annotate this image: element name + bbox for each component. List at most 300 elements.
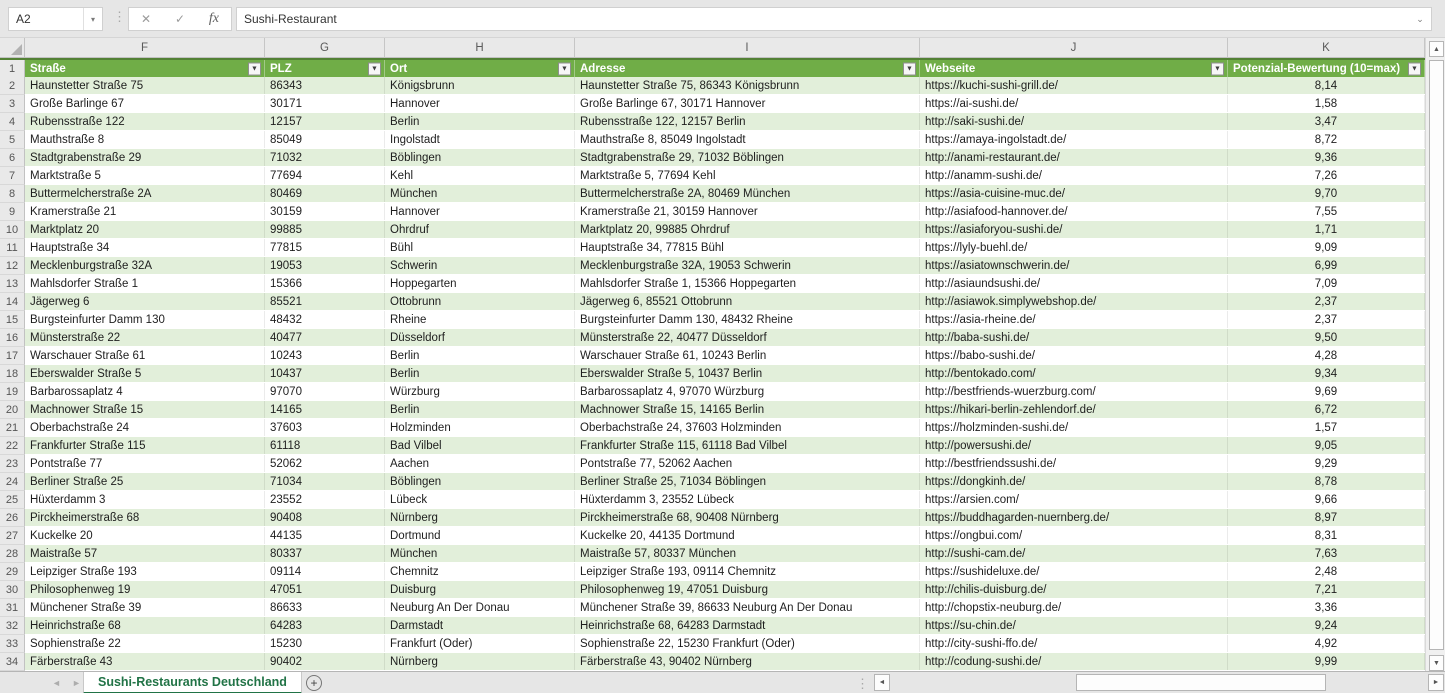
cell-adresse[interactable]: Kramerstraße 21, 30159 Hannover: [575, 203, 920, 220]
cell-webseite[interactable]: http://codung-sushi.de/: [920, 653, 1228, 670]
name-box[interactable]: [8, 7, 103, 31]
add-sheet-button[interactable]: +: [306, 675, 322, 691]
cell-plz[interactable]: 37603: [265, 419, 385, 436]
insert-function-icon[interactable]: fx: [208, 11, 220, 26]
cell-ort[interactable]: Dortmund: [385, 527, 575, 544]
row-header[interactable]: 31: [0, 599, 25, 617]
cell-strasse[interactable]: Haunstetter Straße 75: [25, 77, 265, 94]
header-label: Straße: [30, 62, 66, 75]
row-header[interactable]: 23: [0, 455, 25, 473]
cell-strasse[interactable]: Kramerstraße 21: [25, 203, 265, 220]
header-cell-plz[interactable]: [265, 60, 385, 77]
cell-ort[interactable]: Bad Vilbel: [385, 437, 575, 454]
row-header[interactable]: 34: [0, 653, 25, 671]
cell-plz[interactable]: 90402: [265, 653, 385, 670]
cell-plz[interactable]: 77815: [265, 239, 385, 256]
cell-plz[interactable]: 19053: [265, 257, 385, 274]
cell-strasse[interactable]: Hauptstraße 34: [25, 239, 265, 256]
row-header[interactable]: 19: [0, 383, 25, 401]
row-header[interactable]: 28: [0, 545, 25, 563]
cell-strasse[interactable]: Leipziger Straße 193: [25, 563, 265, 580]
cell-adresse[interactable]: Sophienstraße 22, 15230 Frankfurt (Oder): [575, 635, 920, 652]
cell-strasse[interactable]: Eberswalder Straße 5: [25, 365, 265, 382]
vertical-scrollbar-thumb[interactable]: [1429, 60, 1444, 650]
cell-adresse[interactable]: Burgsteinfurter Damm 130, 48432 Rheine: [575, 311, 920, 328]
table-row: [0, 527, 1425, 545]
scroll-down-button[interactable]: ▼: [1429, 655, 1444, 671]
table-row: [0, 383, 1425, 401]
cell-bewertung[interactable]: 3,47: [1228, 113, 1425, 130]
name-box-dropdown-icon[interactable]: ▾: [83, 8, 102, 30]
row-header[interactable]: 6: [0, 149, 25, 167]
cell-ort[interactable]: Darmstadt: [385, 617, 575, 634]
cell-adresse[interactable]: Leipziger Straße 193, 09114 Chemnitz: [575, 563, 920, 580]
cell-plz[interactable]: 86343: [265, 77, 385, 94]
cell-adresse[interactable]: Jägerweg 6, 85521 Ottobrunn: [575, 293, 920, 310]
cell-bewertung[interactable]: 1,57: [1228, 419, 1425, 436]
cell-webseite[interactable]: http://sushi-cam.de/: [920, 545, 1228, 562]
row-header[interactable]: 9: [0, 203, 25, 221]
select-all-button[interactable]: [0, 38, 25, 58]
cell-webseite[interactable]: https://holzminden-sushi.de/: [920, 419, 1228, 436]
cell-ort[interactable]: Rheine: [385, 311, 575, 328]
cell-adresse[interactable]: Pirckheimerstraße 68, 90408 Nürnberg: [575, 509, 920, 526]
row-header[interactable]: 4: [0, 113, 25, 131]
cell-strasse[interactable]: Hüxterdamm 3: [25, 491, 265, 508]
cell-plz[interactable]: 80469: [265, 185, 385, 202]
table-header-row: [0, 58, 1425, 77]
scroll-right-button[interactable]: ►: [1428, 674, 1444, 691]
cell-webseite[interactable]: https://asiatownschwerin.de/: [920, 257, 1228, 274]
cell-webseite[interactable]: https://dongkinh.de/: [920, 473, 1228, 490]
cell-strasse[interactable]: Große Barlinge 67: [25, 95, 265, 112]
column-header-H[interactable]: H: [385, 38, 575, 58]
cell-webseite[interactable]: https://ai-sushi.de/: [920, 95, 1228, 112]
column-header-I[interactable]: I: [575, 38, 920, 58]
cell-webseite[interactable]: http://asiawok.simplywebshop.de/: [920, 293, 1228, 310]
vertical-scrollbar[interactable]: [1425, 38, 1445, 671]
cell-plz[interactable]: 44135: [265, 527, 385, 544]
cell-strasse[interactable]: Pontstraße 77: [25, 455, 265, 472]
cell-webseite[interactable]: http://bentokado.com/: [920, 365, 1228, 382]
row-header[interactable]: 22: [0, 437, 25, 455]
cell-adresse[interactable]: Mahlsdorfer Straße 1, 15366 Hoppegarten: [575, 275, 920, 292]
cell-ort[interactable]: München: [385, 185, 575, 202]
header-cell-adresse[interactable]: [575, 60, 920, 77]
cell-adresse[interactable]: Münsterstraße 22, 40477 Düsseldorf: [575, 329, 920, 346]
cell-strasse[interactable]: Rubensstraße 122: [25, 113, 265, 130]
cell-ort[interactable]: Bühl: [385, 239, 575, 256]
cell-ort[interactable]: Ottobrunn: [385, 293, 575, 310]
cell-bewertung[interactable]: 7,09: [1228, 275, 1425, 292]
cell-adresse[interactable]: Stadtgrabenstraße 29, 71032 Böblingen: [575, 149, 920, 166]
cell-strasse[interactable]: Mahlsdorfer Straße 1: [25, 275, 265, 292]
row-header[interactable]: 14: [0, 293, 25, 311]
row-header[interactable]: 29: [0, 563, 25, 581]
cell-ort[interactable]: Böblingen: [385, 149, 575, 166]
cell-plz[interactable]: 61118: [265, 437, 385, 454]
cell-bewertung[interactable]: 7,55: [1228, 203, 1425, 220]
row-header[interactable]: 18: [0, 365, 25, 383]
header-cell-ort[interactable]: [385, 60, 575, 77]
cell-ort[interactable]: Böblingen: [385, 473, 575, 490]
cell-webseite[interactable]: http://anamm-sushi.de/: [920, 167, 1228, 184]
cell-plz[interactable]: 09114: [265, 563, 385, 580]
filter-dropdown-icon[interactable]: ▼: [368, 62, 381, 75]
cell-webseite[interactable]: https://babo-sushi.de/: [920, 347, 1228, 364]
cell-plz[interactable]: 71034: [265, 473, 385, 490]
cell-adresse[interactable]: Frankfurter Straße 115, 61118 Bad Vilbel: [575, 437, 920, 454]
table-row: [0, 293, 1425, 311]
table-row: [0, 77, 1425, 95]
cell-plz[interactable]: 64283: [265, 617, 385, 634]
name-box-value: A2: [16, 12, 31, 26]
cell-bewertung[interactable]: 7,26: [1228, 167, 1425, 184]
cell-strasse[interactable]: Kuckelke 20: [25, 527, 265, 544]
table-row: [0, 167, 1425, 185]
cell-strasse[interactable]: Oberbachstraße 24: [25, 419, 265, 436]
cell-bewertung[interactable]: 7,63: [1228, 545, 1425, 562]
cell-adresse[interactable]: Marktplatz 20, 99885 Ohrdruf: [575, 221, 920, 238]
row-header[interactable]: 5: [0, 131, 25, 149]
cell-bewertung[interactable]: 4,28: [1228, 347, 1425, 364]
row-header[interactable]: 7: [0, 167, 25, 185]
cell-bewertung[interactable]: 9,70: [1228, 185, 1425, 202]
cell-bewertung[interactable]: 6,99: [1228, 257, 1425, 274]
header-label: Ort: [390, 62, 408, 75]
column-header-J[interactable]: J: [920, 38, 1228, 58]
cell-strasse[interactable]: Machnower Straße 15: [25, 401, 265, 418]
column-headers: [0, 38, 1425, 58]
cell-bewertung[interactable]: 9,05: [1228, 437, 1425, 454]
cell-webseite[interactable]: http://chopstix-neuburg.de/: [920, 599, 1228, 616]
cell-strasse[interactable]: Münchener Straße 39: [25, 599, 265, 616]
cell-adresse[interactable]: Haunstetter Straße 75, 86343 Königsbrunn: [575, 77, 920, 94]
cell-bewertung[interactable]: 9,34: [1228, 365, 1425, 382]
cell-plz[interactable]: 30159: [265, 203, 385, 220]
cell-bewertung[interactable]: 9,24: [1228, 617, 1425, 634]
header-cell-webseite[interactable]: [920, 60, 1228, 77]
cell-adresse[interactable]: Kuckelke 20, 44135 Dortmund: [575, 527, 920, 544]
cell-adresse[interactable]: Große Barlinge 67, 30171 Hannover: [575, 95, 920, 112]
cell-webseite[interactable]: http://anami-restaurant.de/: [920, 149, 1228, 166]
cell-ort[interactable]: Berlin: [385, 347, 575, 364]
cell-strasse[interactable]: Färberstraße 43: [25, 653, 265, 670]
cell-plz[interactable]: 15230: [265, 635, 385, 652]
cell-webseite[interactable]: http://baba-sushi.de/: [920, 329, 1228, 346]
cell-adresse[interactable]: Hüxterdamm 3, 23552 Lübeck: [575, 491, 920, 508]
row-header[interactable]: 11: [0, 239, 25, 257]
cell-ort[interactable]: Duisburg: [385, 581, 575, 598]
cell-webseite[interactable]: http://asiafood-hannover.de/: [920, 203, 1228, 220]
cell-webseite[interactable]: https://arsien.com/: [920, 491, 1228, 508]
horizontal-scrollbar-thumb[interactable]: [1076, 674, 1326, 691]
header-cell-bewertung[interactable]: [1228, 60, 1425, 77]
cell-plz[interactable]: 10437: [265, 365, 385, 382]
cell-ort[interactable]: Ohrdruf: [385, 221, 575, 238]
cell-ort[interactable]: Aachen: [385, 455, 575, 472]
cell-plz[interactable]: 86633: [265, 599, 385, 616]
row-header[interactable]: 20: [0, 401, 25, 419]
cell-strasse[interactable]: Marktstraße 5: [25, 167, 265, 184]
cell-ort[interactable]: Nürnberg: [385, 653, 575, 670]
cell-webseite[interactable]: https://amaya-ingolstadt.de/: [920, 131, 1228, 148]
cell-bewertung[interactable]: 3,36: [1228, 599, 1425, 616]
cell-webseite[interactable]: https://asia-rheine.de/: [920, 311, 1228, 328]
cell-ort[interactable]: Berlin: [385, 401, 575, 418]
cell-ort[interactable]: Hannover: [385, 95, 575, 112]
filter-dropdown-icon[interactable]: ▼: [1211, 62, 1224, 75]
cell-strasse[interactable]: Marktplatz 20: [25, 221, 265, 238]
cell-plz[interactable]: 40477: [265, 329, 385, 346]
table-row: [0, 185, 1425, 203]
cell-bewertung[interactable]: 4,92: [1228, 635, 1425, 652]
cell-plz[interactable]: 47051: [265, 581, 385, 598]
cell-bewertung[interactable]: 9,09: [1228, 239, 1425, 256]
cell-adresse[interactable]: Münchener Straße 39, 86633 Neuburg An Der Donau: [575, 599, 920, 616]
table-row: [0, 653, 1425, 671]
cell-plz[interactable]: 15366: [265, 275, 385, 292]
row-header[interactable]: 13: [0, 275, 25, 293]
cell-adresse[interactable]: Mauthstraße 8, 85049 Ingolstadt: [575, 131, 920, 148]
cell-ort[interactable]: Hannover: [385, 203, 575, 220]
cell-strasse[interactable]: Frankfurter Straße 115: [25, 437, 265, 454]
table-row: [0, 365, 1425, 383]
cell-strasse[interactable]: Sophienstraße 22: [25, 635, 265, 652]
cell-plz[interactable]: 23552: [265, 491, 385, 508]
cell-bewertung[interactable]: 9,99: [1228, 653, 1425, 670]
tab-nav-right-icon[interactable]: ►: [72, 678, 81, 688]
cell-adresse[interactable]: Machnower Straße 15, 14165 Berlin: [575, 401, 920, 418]
row-header[interactable]: 21: [0, 419, 25, 437]
table-row: [0, 257, 1425, 275]
cell-plz[interactable]: 52062: [265, 455, 385, 472]
formula-expand-icon[interactable]: ⌄: [1416, 13, 1424, 24]
cell-webseite[interactable]: https://sushideluxe.de/: [920, 563, 1228, 580]
cell-adresse[interactable]: Warschauer Straße 61, 10243 Berlin: [575, 347, 920, 364]
filter-dropdown-icon[interactable]: ▼: [1408, 62, 1421, 75]
cell-bewertung[interactable]: 2,37: [1228, 311, 1425, 328]
cell-plz[interactable]: 14165: [265, 401, 385, 418]
cell-strasse[interactable]: Berliner Straße 25: [25, 473, 265, 490]
row-header[interactable]: 10: [0, 221, 25, 239]
cell-ort[interactable]: Lübeck: [385, 491, 575, 508]
cell-webseite[interactable]: https://ongbui.com/: [920, 527, 1228, 544]
table-row: [0, 617, 1425, 635]
cell-bewertung[interactable]: 8,31: [1228, 527, 1425, 544]
row-header[interactable]: 33: [0, 635, 25, 653]
cell-bewertung[interactable]: 8,97: [1228, 509, 1425, 526]
column-header-K[interactable]: K: [1228, 38, 1425, 58]
cell-webseite[interactable]: https://hikari-berlin-zehlendorf.de/: [920, 401, 1228, 418]
cell-bewertung[interactable]: 9,66: [1228, 491, 1425, 508]
cell-strasse[interactable]: Philosophenweg 19: [25, 581, 265, 598]
cell-adresse[interactable]: Philosophenweg 19, 47051 Duisburg: [575, 581, 920, 598]
cell-webseite[interactable]: http://bestfriendssushi.de/: [920, 455, 1228, 472]
row-header[interactable]: 27: [0, 527, 25, 545]
cell-bewertung[interactable]: 9,50: [1228, 329, 1425, 346]
cancel-icon[interactable]: ✕: [140, 12, 152, 26]
cell-adresse[interactable]: Marktstraße 5, 77694 Kehl: [575, 167, 920, 184]
cell-ort[interactable]: Berlin: [385, 113, 575, 130]
table-row: [0, 455, 1425, 473]
cell-strasse[interactable]: Pirckheimerstraße 68: [25, 509, 265, 526]
header-label: Adresse: [580, 62, 626, 75]
cell-ort[interactable]: Nürnberg: [385, 509, 575, 526]
cell-ort[interactable]: München: [385, 545, 575, 562]
row-header[interactable]: 8: [0, 185, 25, 203]
cell-strasse[interactable]: Münsterstraße 22: [25, 329, 265, 346]
cell-ort[interactable]: Hoppegarten: [385, 275, 575, 292]
cell-webseite[interactable]: http://saki-sushi.de/: [920, 113, 1228, 130]
filter-dropdown-icon[interactable]: ▼: [558, 62, 571, 75]
cell-bewertung[interactable]: 9,36: [1228, 149, 1425, 166]
cell-webseite[interactable]: http://powersushi.de/: [920, 437, 1228, 454]
cell-strasse[interactable]: Mecklenburgstraße 32A: [25, 257, 265, 274]
cell-plz[interactable]: 30171: [265, 95, 385, 112]
cell-webseite[interactable]: http://city-sushi-ffo.de/: [920, 635, 1228, 652]
row-header[interactable]: 24: [0, 473, 25, 491]
formula-buttons: [128, 7, 232, 31]
cell-plz[interactable]: 99885: [265, 221, 385, 238]
cell-plz[interactable]: 12157: [265, 113, 385, 130]
cell-plz[interactable]: 90408: [265, 509, 385, 526]
table-row: [0, 347, 1425, 365]
horizontal-scrollbar[interactable]: [866, 672, 1445, 693]
cell-ort[interactable]: Neuburg An Der Donau: [385, 599, 575, 616]
sheet-tab-active[interactable]: Sushi-Restaurants Deutschland: [83, 672, 302, 693]
cell-bewertung[interactable]: 8,14: [1228, 77, 1425, 94]
cell-plz[interactable]: 97070: [265, 383, 385, 400]
row-header[interactable]: 30: [0, 581, 25, 599]
cell-bewertung[interactable]: 7,21: [1228, 581, 1425, 598]
filter-dropdown-icon[interactable]: ▼: [248, 62, 261, 75]
table-row: [0, 599, 1425, 617]
table-row: [0, 221, 1425, 239]
cell-webseite[interactable]: https://kuchi-sushi-grill.de/: [920, 77, 1228, 94]
cell-strasse[interactable]: Maistraße 57: [25, 545, 265, 562]
cell-bewertung[interactable]: 9,69: [1228, 383, 1425, 400]
cell-strasse[interactable]: Burgsteinfurter Damm 130: [25, 311, 265, 328]
cell-ort[interactable]: Kehl: [385, 167, 575, 184]
cell-bewertung[interactable]: 8,72: [1228, 131, 1425, 148]
cell-strasse[interactable]: Jägerweg 6: [25, 293, 265, 310]
formula-input[interactable]: [236, 7, 1432, 31]
cell-bewertung[interactable]: 6,72: [1228, 401, 1425, 418]
cell-strasse[interactable]: Barbarossaplatz 4: [25, 383, 265, 400]
cell-ort[interactable]: Chemnitz: [385, 563, 575, 580]
cell-adresse[interactable]: Hauptstraße 34, 77815 Bühl: [575, 239, 920, 256]
cell-ort[interactable]: Holzminden: [385, 419, 575, 436]
cell-bewertung[interactable]: 2,37: [1228, 293, 1425, 310]
cell-strasse[interactable]: Heinrichstraße 68: [25, 617, 265, 634]
cell-webseite[interactable]: https://lyly-buehl.de/: [920, 239, 1228, 256]
table-row: [0, 473, 1425, 491]
row-header[interactable]: 15: [0, 311, 25, 329]
cell-ort[interactable]: Düsseldorf: [385, 329, 575, 346]
header-cell-strasse[interactable]: [25, 60, 265, 77]
cell-ort[interactable]: Ingolstadt: [385, 131, 575, 148]
cell-webseite[interactable]: https://asiaforyou-sushi.de/: [920, 221, 1228, 238]
row-header[interactable]: 1: [0, 60, 25, 78]
filter-dropdown-icon[interactable]: ▼: [903, 62, 916, 75]
cell-strasse[interactable]: Mauthstraße 8: [25, 131, 265, 148]
table-row: [0, 275, 1425, 293]
cell-strasse[interactable]: Buttermelcherstraße 2A: [25, 185, 265, 202]
cell-webseite[interactable]: https://buddhagarden-nuernberg.de/: [920, 509, 1228, 526]
cell-plz[interactable]: 85049: [265, 131, 385, 148]
cell-adresse[interactable]: Färberstraße 43, 90402 Nürnberg: [575, 653, 920, 670]
dots-handle-icon[interactable]: ⋮: [856, 676, 867, 691]
tab-nav-left-icon[interactable]: ◄: [52, 678, 61, 688]
cell-ort[interactable]: Würzburg: [385, 383, 575, 400]
row-header[interactable]: 16: [0, 329, 25, 347]
cell-ort[interactable]: Königsbrunn: [385, 77, 575, 94]
cell-plz[interactable]: 71032: [265, 149, 385, 166]
cell-webseite[interactable]: http://bestfriends-wuerzburg.com/: [920, 383, 1228, 400]
cell-plz[interactable]: 10243: [265, 347, 385, 364]
scroll-left-button[interactable]: ◄: [874, 674, 890, 691]
cell-adresse[interactable]: Eberswalder Straße 5, 10437 Berlin: [575, 365, 920, 382]
cell-adresse[interactable]: Buttermelcherstraße 2A, 80469 München: [575, 185, 920, 202]
cell-webseite[interactable]: https://asia-cuisine-muc.de/: [920, 185, 1228, 202]
cell-webseite[interactable]: http://asiaundsushi.de/: [920, 275, 1228, 292]
cell-strasse[interactable]: Stadtgrabenstraße 29: [25, 149, 265, 166]
cell-adresse[interactable]: Heinrichstraße 68, 64283 Darmstadt: [575, 617, 920, 634]
cell-plz[interactable]: 85521: [265, 293, 385, 310]
cell-webseite[interactable]: https://su-chin.de/: [920, 617, 1228, 634]
cell-webseite[interactable]: http://chilis-duisburg.de/: [920, 581, 1228, 598]
cell-bewertung[interactable]: 8,78: [1228, 473, 1425, 490]
cell-plz[interactable]: 48432: [265, 311, 385, 328]
row-header[interactable]: 12: [0, 257, 25, 275]
table-row: [0, 131, 1425, 149]
table-row: [0, 401, 1425, 419]
cell-adresse[interactable]: Mecklenburgstraße 32A, 19053 Schwerin: [575, 257, 920, 274]
row-header[interactable]: 32: [0, 617, 25, 635]
cell-ort[interactable]: Berlin: [385, 365, 575, 382]
row-header[interactable]: 3: [0, 95, 25, 113]
cell-adresse[interactable]: Pontstraße 77, 52062 Aachen: [575, 455, 920, 472]
cell-bewertung[interactable]: 1,71: [1228, 221, 1425, 238]
row-header[interactable]: 2: [0, 77, 25, 95]
cell-bewertung[interactable]: 2,48: [1228, 563, 1425, 580]
cell-adresse[interactable]: Berliner Straße 25, 71034 Böblingen: [575, 473, 920, 490]
cell-bewertung[interactable]: 1,58: [1228, 95, 1425, 112]
row-header[interactable]: 26: [0, 509, 25, 527]
cell-adresse[interactable]: Barbarossaplatz 4, 97070 Würzburg: [575, 383, 920, 400]
cell-ort[interactable]: Frankfurt (Oder): [385, 635, 575, 652]
row-header[interactable]: 17: [0, 347, 25, 365]
cell-strasse[interactable]: Warschauer Straße 61: [25, 347, 265, 364]
row-header[interactable]: 25: [0, 491, 25, 509]
column-header-G[interactable]: G: [265, 38, 385, 58]
cell-bewertung[interactable]: 9,29: [1228, 455, 1425, 472]
cell-ort[interactable]: Schwerin: [385, 257, 575, 274]
grid: [0, 58, 1425, 671]
dots-handle-icon[interactable]: ⋮: [113, 9, 124, 24]
enter-icon[interactable]: ✓: [174, 12, 185, 26]
column-header-F[interactable]: F: [25, 38, 265, 58]
cell-adresse[interactable]: Oberbachstraße 24, 37603 Holzminden: [575, 419, 920, 436]
table-row: [0, 437, 1425, 455]
cell-adresse[interactable]: Maistraße 57, 80337 München: [575, 545, 920, 562]
cell-adresse[interactable]: Rubensstraße 122, 12157 Berlin: [575, 113, 920, 130]
table-row: [0, 239, 1425, 257]
cell-plz[interactable]: 77694: [265, 167, 385, 184]
cell-plz[interactable]: 80337: [265, 545, 385, 562]
scroll-up-button[interactable]: ▲: [1429, 41, 1444, 57]
